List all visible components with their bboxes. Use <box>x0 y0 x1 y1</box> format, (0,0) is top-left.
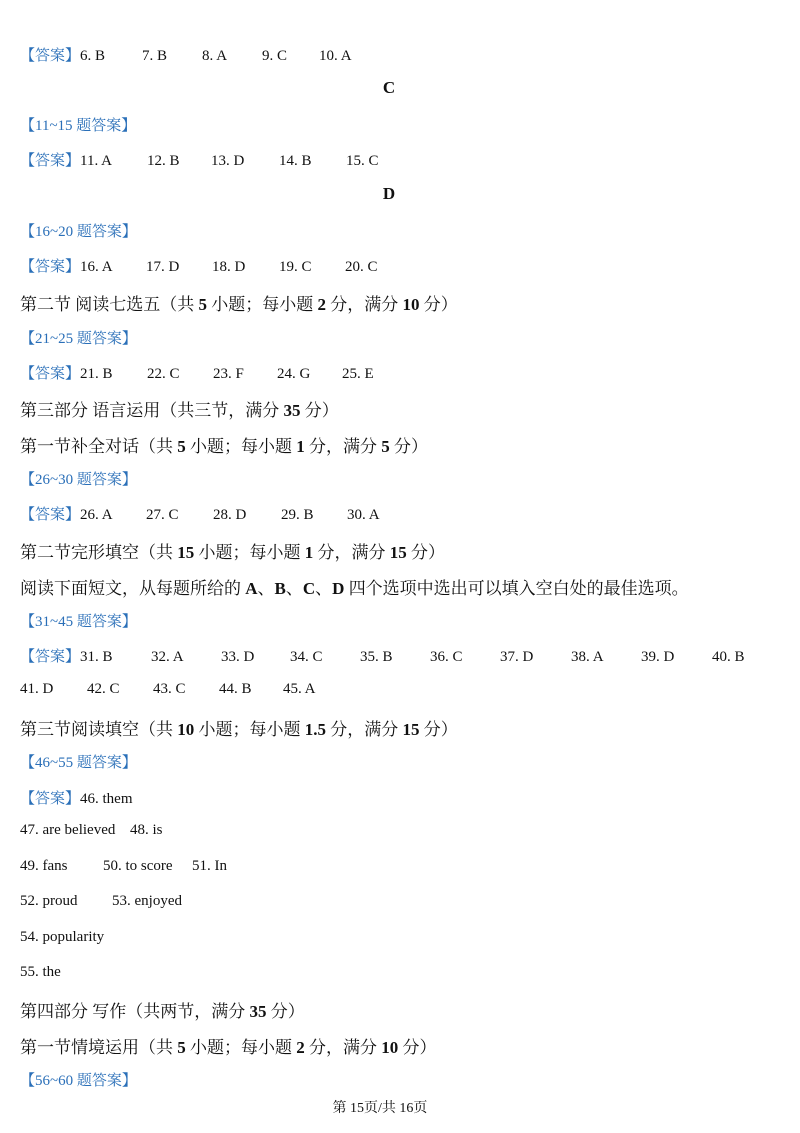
answer-item: 23. F <box>213 366 244 382</box>
answer-item: 34. C <box>290 649 323 665</box>
answer-item: 39. D <box>641 649 675 665</box>
answer-item: 26. A <box>80 507 113 523</box>
answer-label: 【答案】 <box>20 507 81 523</box>
answer-item: 13. D <box>211 153 245 169</box>
answer-item: 40. B <box>712 649 745 665</box>
part-4-heading: 第四部分 写作（共两节，满分 35 分） <box>20 1002 305 1021</box>
section-4-1-heading: 第一节情境运用（共 5 小题；每小题 2 分，满分 10 分） <box>20 1038 437 1057</box>
answer-row-54: 54. popularity <box>20 929 105 945</box>
question-range-31-45: 【31~45 题答案】 <box>20 614 137 630</box>
answer-label: 【答案】 <box>20 259 81 275</box>
answer-item: 51. In <box>192 858 227 874</box>
answer-item: 25. E <box>342 366 374 382</box>
page-number-footer: 第 15页/共 16页 <box>332 1101 428 1116</box>
answer-item: 30. A <box>347 507 380 523</box>
answer-item: 12. B <box>147 153 180 169</box>
answer-item: 9. C <box>262 48 288 64</box>
answer-label: 【答案】 <box>20 649 81 665</box>
question-range-16-20: 【16~20 题答案】 <box>20 224 137 240</box>
answer-item: 36. C <box>430 649 463 665</box>
answer-item: 28. D <box>213 507 247 523</box>
answer-item: 8. A <box>202 48 228 64</box>
answer-row-46 <box>20 787 133 808</box>
answer-item: 52. proud <box>20 893 78 909</box>
answer-row-49-51 <box>20 858 227 875</box>
answer-item: 32. A <box>151 649 184 665</box>
answer-item: 20. C <box>345 259 378 275</box>
question-range-21-25: 【21~25 题答案】 <box>20 331 137 347</box>
answer-item: 16. A <box>80 259 113 275</box>
answer-item: 19. C <box>279 259 312 275</box>
answer-item: 46. them <box>80 791 133 807</box>
answer-item: 53. enjoyed <box>112 893 182 909</box>
answer-item: 38. A <box>571 649 604 665</box>
answer-item: 37. D <box>500 649 534 665</box>
answer-item: 27. C <box>146 507 179 523</box>
answer-item: 44. B <box>219 681 252 697</box>
answer-label: 【答案】 <box>20 791 81 807</box>
answer-item: 33. D <box>221 649 255 665</box>
part-3-heading: 第三部分 语言运用（共三节，满分 35 分） <box>20 401 339 420</box>
answer-row-52-53 <box>20 893 182 910</box>
answer-item: 31. B <box>80 649 113 665</box>
answer-item: 22. C <box>147 366 180 382</box>
answer-row-41-45 <box>20 681 316 698</box>
answer-item: 21. B <box>80 366 113 382</box>
cloze-instructions: 阅读下面短文，从每题所给的 A、B、C、D 四个选项中选出可以填入空白处的最佳选项。 <box>20 579 689 598</box>
answer-item: 47. are believed <box>20 822 116 838</box>
answer-item: 45. A <box>283 681 316 697</box>
answer-item: 35. B <box>360 649 393 665</box>
answer-row-11-15 <box>20 149 379 170</box>
answer-row-31-40 <box>20 645 745 666</box>
answer-item: 49. fans <box>20 858 68 874</box>
answer-item: 48. is <box>130 822 163 838</box>
answer-item: 18. D <box>212 259 246 275</box>
answer-item: 42. C <box>87 681 120 697</box>
answer-row-6-10 <box>20 44 352 65</box>
section-2-heading: 第二节 阅读七选五（共 5 小题；每小题 2 分，满分 10 分） <box>20 295 458 314</box>
answer-row-47-48 <box>20 822 163 839</box>
answer-item: 15. C <box>346 153 379 169</box>
answer-label: 【答案】 <box>20 48 81 64</box>
section-heading-d: D <box>382 184 396 203</box>
answer-item: 24. G <box>277 366 311 382</box>
answer-item: 10. A <box>319 48 352 64</box>
question-range-11-15: 【11~15 题答案】 <box>20 118 137 134</box>
answer-item: 7. B <box>142 48 168 64</box>
answer-row-55: 55. the <box>20 964 61 980</box>
answer-item: 43. C <box>153 681 186 697</box>
answer-row-21-25 <box>20 362 374 383</box>
section-3-2-heading: 第二节完形填空（共 15 小题；每小题 1 分，满分 15 分） <box>20 543 445 562</box>
answer-label: 【答案】 <box>20 153 81 169</box>
section-3-3-heading: 第三节阅读填空（共 10 小题；每小题 1.5 分，满分 15 分） <box>20 720 458 739</box>
answer-item: 6. B <box>80 48 106 64</box>
answer-item: 17. D <box>146 259 180 275</box>
question-range-56-60: 【56~60 题答案】 <box>20 1073 137 1089</box>
answer-item: 41. D <box>20 681 54 697</box>
answer-item: 14. B <box>279 153 312 169</box>
section-heading-c: C <box>382 78 396 97</box>
question-range-46-55: 【46~55 题答案】 <box>20 755 137 771</box>
answer-item: 11. A <box>80 153 112 169</box>
section-3-1-heading: 第一节补全对话（共 5 小题；每小题 1 分，满分 5 分） <box>20 437 428 456</box>
answer-row-16-20 <box>20 255 378 276</box>
question-range-26-30: 【26~30 题答案】 <box>20 472 137 488</box>
answer-row-26-30 <box>20 503 380 524</box>
answer-item: 29. B <box>281 507 314 523</box>
answer-item: 50. to score <box>103 858 173 874</box>
answer-label: 【答案】 <box>20 366 81 382</box>
